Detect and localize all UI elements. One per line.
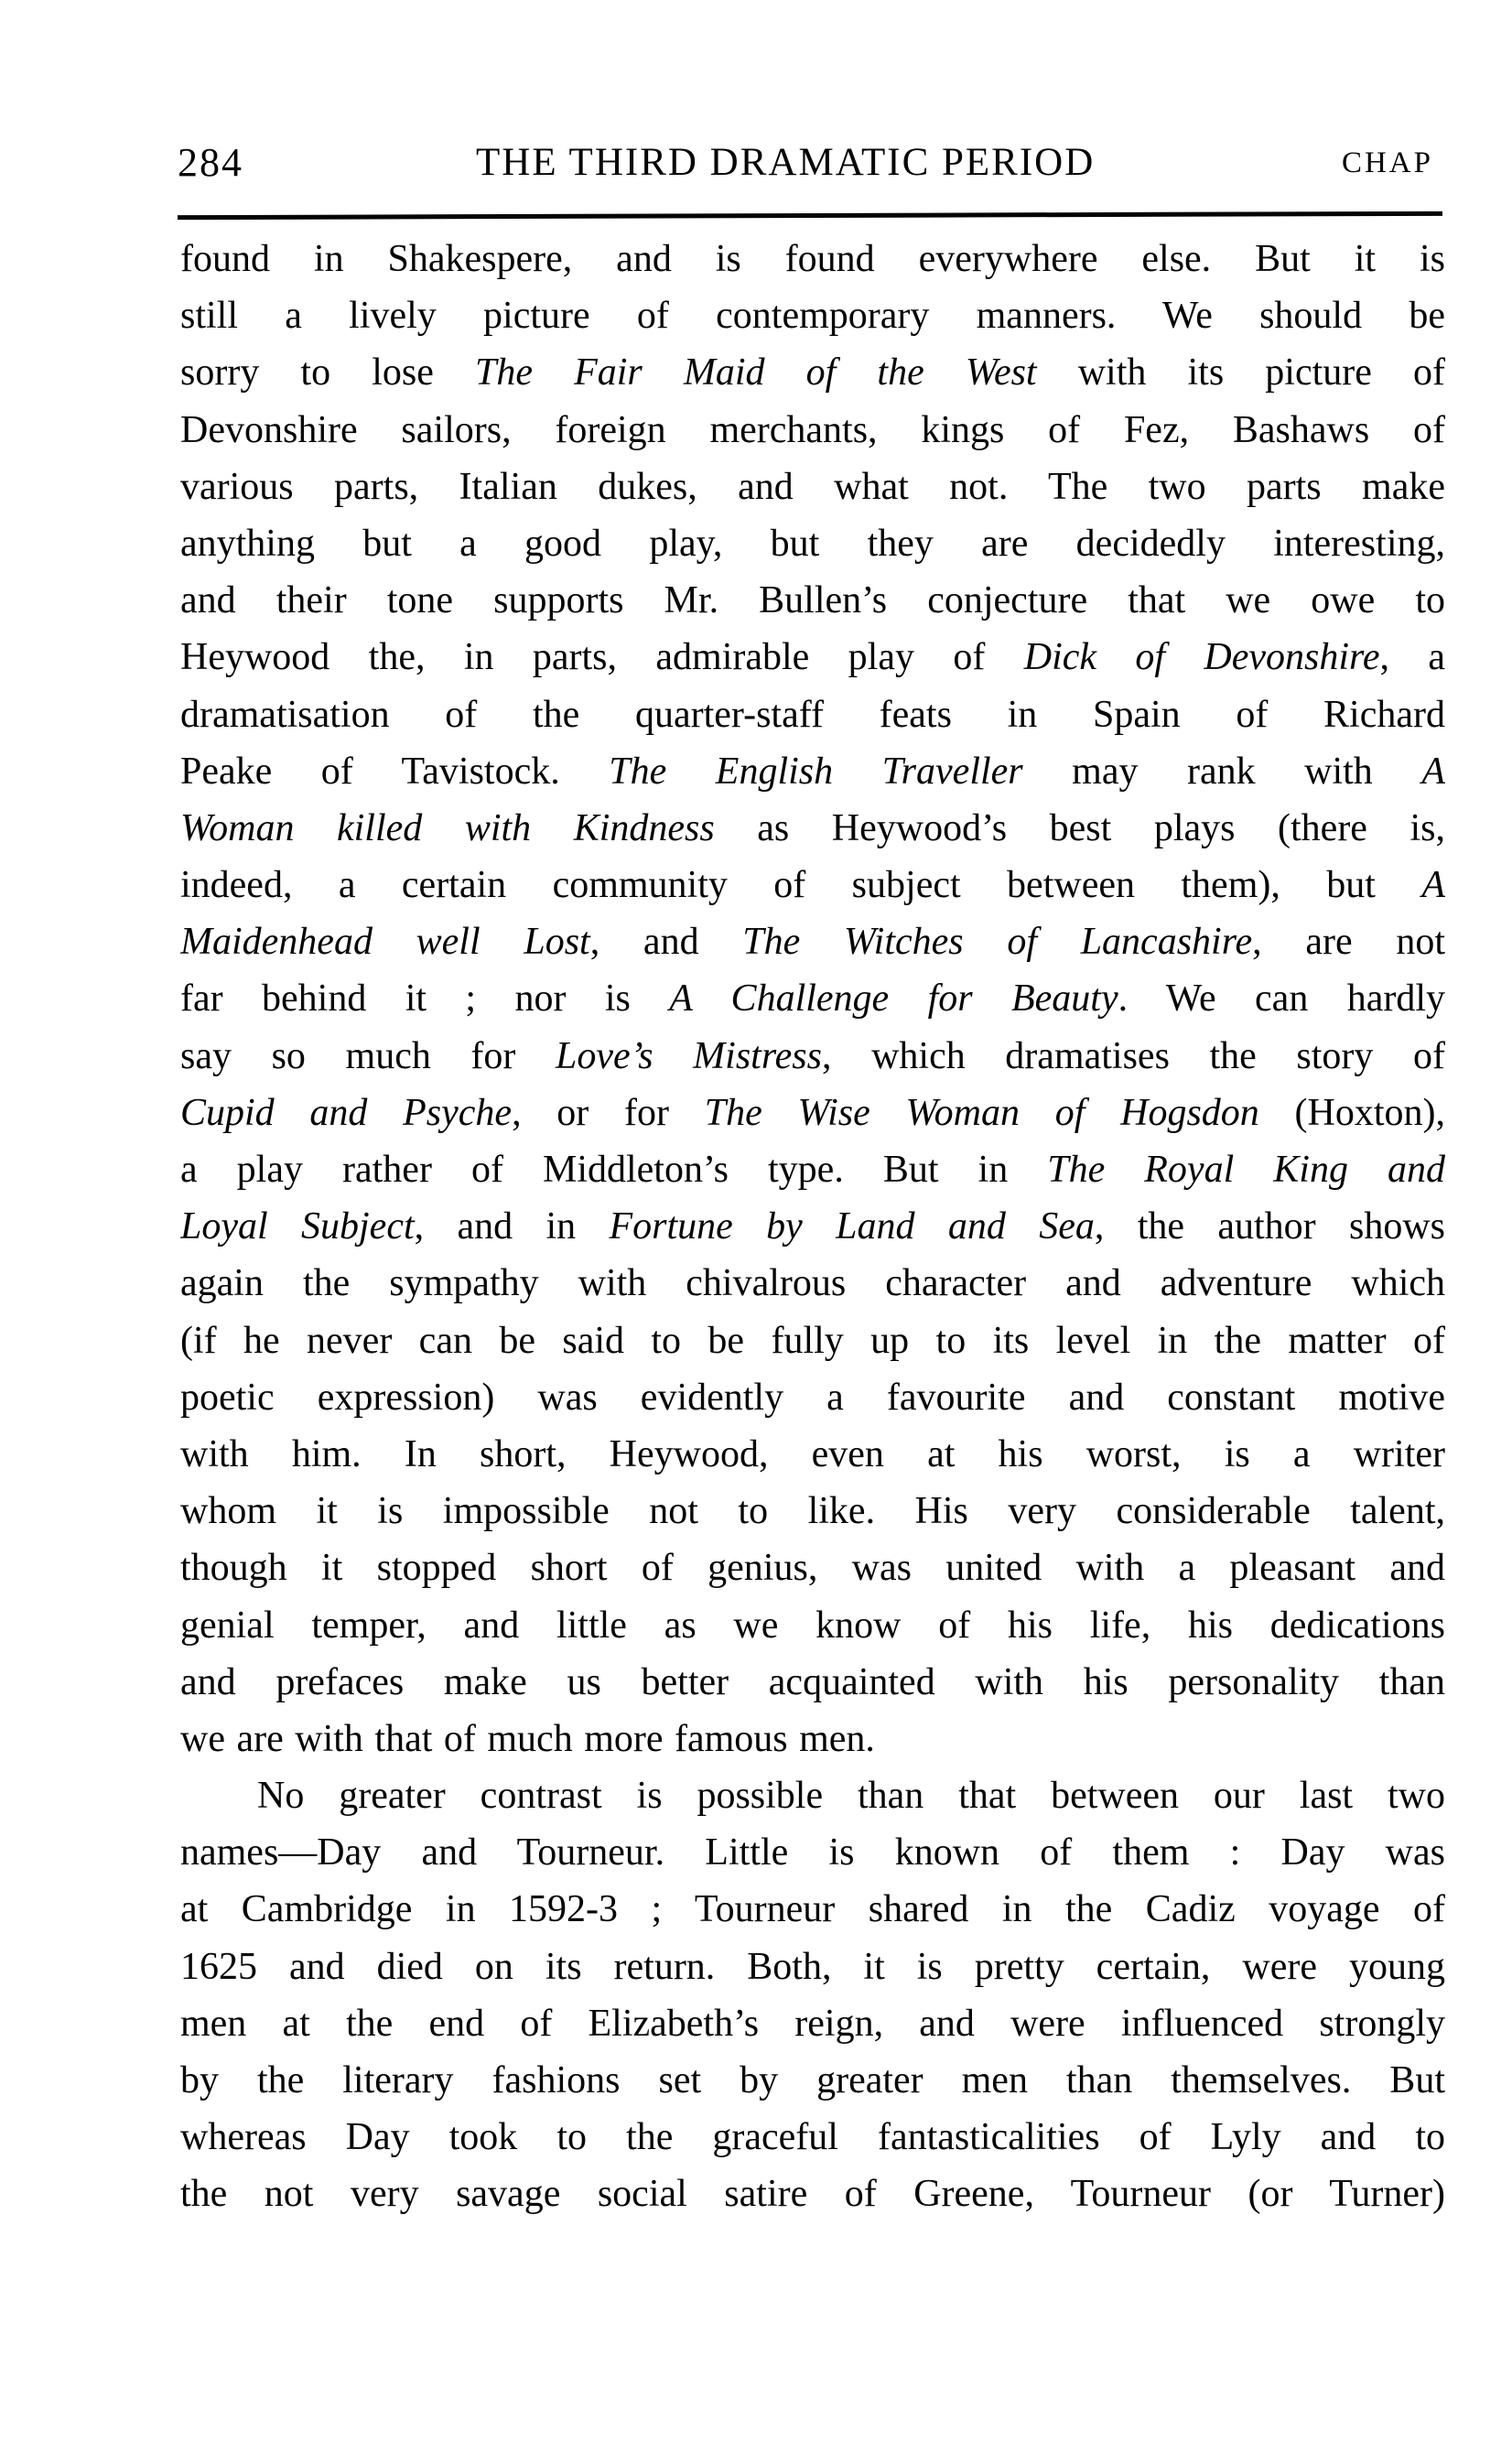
play-title: Fortune by Land and Sea	[609, 1205, 1095, 1248]
text-run: a play rather of Middleton’s type. But in	[180, 1149, 1048, 1191]
text-run: far behind it ; nor is	[180, 978, 670, 1021]
text-run: , the author shows	[1094, 1205, 1445, 1248]
text-run: whereas Day took to the graceful fantasticalities of Lyly and to	[180, 2116, 1445, 2159]
play-title: Woman killed with Kindness	[180, 806, 715, 849]
play-title: The Royal King and	[1047, 1149, 1445, 1191]
text-run: (if he never can be said to be fully up to its level in the matter of	[180, 1319, 1445, 1362]
text-run: Peake of Tavistock.	[180, 750, 610, 793]
text-run: we are with that of much more famous men.	[180, 1717, 875, 1760]
text-line	[180, 1198, 1445, 1255]
text-run: say so much for	[180, 1034, 556, 1077]
text-run: , or for	[512, 1091, 705, 1134]
text-run: various parts, Italian dukes, and what not. The two parts make	[180, 465, 1445, 508]
play-title: Love’s Mistress	[556, 1034, 822, 1077]
text-line	[180, 1881, 1445, 1938]
play-title: Cupid and Psyche	[180, 1091, 513, 1134]
text-line	[180, 1597, 1445, 1654]
text-run: anything but a good play, but they are decidedly interesting,	[180, 522, 1445, 565]
text-line	[180, 1995, 1445, 2052]
text-run: Heywood the, in parts, admirable play of	[180, 636, 1024, 679]
text-line	[180, 2052, 1445, 2109]
page-number: 284	[178, 140, 243, 185]
chapter-label: CHAP	[1341, 146, 1433, 179]
text-run: poetic expression) was evidently a favourite and constant motive	[180, 1376, 1445, 1419]
text-run: , are not	[1252, 921, 1445, 964]
play-title: Loyal Subject	[180, 1205, 415, 1248]
text-run: names—Day and Tourneur. Little is known of them : Day was	[180, 1831, 1445, 1874]
text-line	[180, 287, 1445, 344]
text-run: men at the end of Elizabeth’s reign, and were influenced strongly	[180, 2002, 1445, 2045]
text-run: indeed, a certain community of subject between them), but	[180, 864, 1422, 907]
text-line	[180, 800, 1445, 857]
text-run: (Hoxton),	[1258, 1091, 1445, 1134]
text-line	[180, 1939, 1445, 1995]
text-line	[180, 459, 1445, 515]
text-run: still a lively picture of contemporary manners. We should be	[180, 295, 1445, 338]
text-line	[180, 1369, 1445, 1426]
text-line	[180, 857, 1445, 913]
text-run: again the sympathy with chivalrous character and adventure which	[180, 1262, 1445, 1305]
text-line	[180, 402, 1445, 459]
text-line	[180, 572, 1445, 629]
text-run: , a	[1379, 636, 1445, 679]
paragraph	[180, 1767, 1445, 2223]
text-line	[180, 1539, 1445, 1596]
play-title: The Witches of Lancashire	[742, 921, 1253, 964]
text-run: with its picture of	[1036, 351, 1445, 394]
text-line	[180, 1654, 1445, 1711]
text-line	[180, 629, 1445, 686]
text-run: . We can hardly	[1118, 978, 1445, 1021]
play-title: Maidenhead well Lost	[180, 921, 590, 964]
text-run: 1625 and died on its return. Both, it is pretty certain, were young	[180, 1945, 1445, 1988]
play-title: A Challenge for Beauty	[669, 978, 1118, 1021]
text-line	[180, 1313, 1445, 1369]
text-line	[180, 1085, 1445, 1141]
play-title: The English Traveller	[609, 750, 1023, 793]
text-run: and their tone supports Mr. Bullen’s conjecture that we owe to	[180, 579, 1445, 622]
text-run: , and in	[414, 1205, 610, 1248]
text-run: Devonshire sailors, foreign merchants, kings of Fez, Bashaws of	[180, 408, 1445, 451]
text-run: with him. In short, Heywood, even at his worst, is a writer	[180, 1432, 1445, 1475]
text-line	[180, 1028, 1445, 1085]
play-title: A	[1421, 750, 1445, 793]
text-line	[180, 231, 1445, 287]
running-title: THE THIRD DRAMATIC PERIOD	[476, 141, 1096, 184]
text-run: sorry to lose	[180, 351, 475, 394]
play-title: The Wise Woman of Hogsdon	[704, 1091, 1259, 1134]
text-line	[180, 515, 1445, 572]
text-line	[180, 1255, 1445, 1312]
text-run: No greater contrast is possible than that between our last two	[257, 1775, 1445, 1818]
paragraph	[180, 231, 1445, 1767]
page-body	[180, 231, 1445, 2223]
text-line	[180, 686, 1445, 743]
text-run: genial temper, and little as we know of his life, his dedications	[180, 1604, 1445, 1647]
text-run: found in Shakespere, and is found everywhere else. But it is	[180, 238, 1445, 280]
play-title: A	[1421, 864, 1445, 907]
text-run: though it stopped short of genius, was united with a pleasant and	[180, 1547, 1445, 1590]
text-run: as Heywood’s best plays (there is,	[714, 806, 1445, 849]
text-line	[180, 2166, 1445, 2222]
text-run: by the literary fashions set by greater men than themselves. But	[180, 2059, 1445, 2101]
text-run: , and	[589, 921, 743, 964]
text-run: , which dramatises the story of	[821, 1034, 1445, 1077]
text-run: whom it is impossible not to like. His very considerable talent,	[180, 1490, 1445, 1533]
text-line	[180, 1141, 1445, 1198]
text-line	[180, 2109, 1445, 2166]
header-rule	[178, 211, 1442, 220]
text-run: dramatisation of the quarter-staff feats in Spain of Richard	[180, 693, 1445, 736]
text-run: the not very savage social satire of Greene, Tourneur (or Turner)	[180, 2173, 1445, 2216]
text-line	[180, 1824, 1445, 1881]
text-line	[180, 1483, 1445, 1539]
text-run: at Cambridge in 1592-3 ; Tourneur shared in the Cadiz voyage of	[180, 1888, 1445, 1931]
text-line	[180, 1711, 1445, 1767]
text-line	[180, 970, 1445, 1027]
text-line	[180, 743, 1445, 800]
play-title: Dick of Devonshire	[1023, 636, 1380, 679]
text-run: and prefaces make us better acquainted with his personality than	[180, 1660, 1445, 1703]
text-line	[180, 344, 1445, 401]
play-title: The Fair Maid of the West	[474, 351, 1037, 394]
text-line	[180, 913, 1445, 970]
text-line	[180, 1426, 1445, 1483]
text-line	[180, 1767, 1445, 1824]
text-run: may rank with	[1022, 750, 1422, 793]
